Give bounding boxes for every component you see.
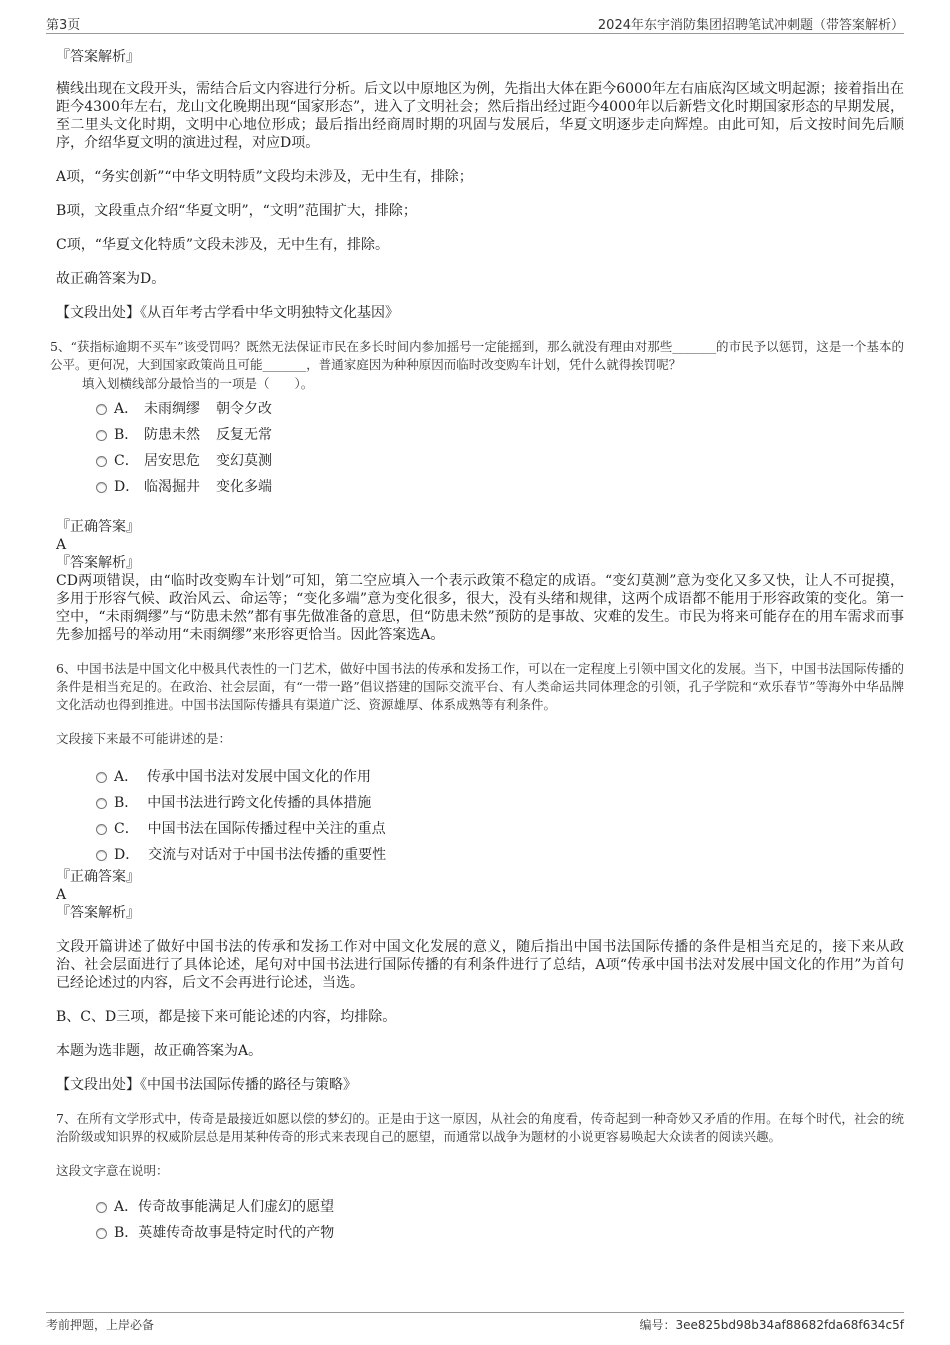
q5-option-d[interactable]: D． 临渴掘井 变化多端 xyxy=(56,474,904,500)
q6-option-d[interactable]: D． 交流与对话对于中国书法传播的重要性 xyxy=(56,842,904,868)
q4-conclusion: 故正确答案为D。 xyxy=(56,271,166,287)
q7-prompt: 这段文字意在说明： xyxy=(56,1163,169,1178)
q5-prompt: 填入划横线部分最恰当的一项是（ ）。 xyxy=(82,376,314,391)
q4-option-c-note: C项，“华夏文化特质”文段未涉及，无中生有，排除。 xyxy=(56,237,390,253)
q6-correct-label: 『正确答案』 xyxy=(56,869,140,885)
q6-option-b[interactable]: B． 中国书法进行跨文化传播的具体措施 xyxy=(56,790,904,816)
q6-source: 【文段出处】《中国书法国际传播的路径与策略》 xyxy=(56,1077,357,1093)
page-header xyxy=(46,13,904,34)
q5-option-c[interactable]: C． 居安思危 变幻莫测 xyxy=(56,448,904,474)
q6-options xyxy=(56,764,904,868)
q6-prompt: 文段接下来最不可能讲述的是： xyxy=(56,731,232,746)
q5-correct-label: 『正确答案』 xyxy=(56,519,140,535)
document-id: 编号：3ee825bd98b34af88682fda68f634c5f xyxy=(639,1318,904,1332)
q6-analysis: 文段开篇讲述了做好中国书法的传承和发扬工作对中国文化发展的意义，随后指出中国书法国际传播的条件是相当充足的，接下来从政治、社会层面进行了具体论述，尾句对中国书法进行国际传播的有利条件进行了总结，A项“传承中国书法对发展中国文化的作用”为首句已经论述过的内容，后文不会再进行论述，当选。 xyxy=(56,939,904,991)
q5-stem: 5、“获指标逾期不买车”该受罚吗？既然无法保证市民在多长时间内参加摇号一定能摇到，那么就没有理由对那些_______的市民予以惩罚，这是一个基本的公平。更何况，大到国家政策尚且可能_______，普通家庭因为种种原因而临时改变购车计划，凭什么就得挨罚呢？ xyxy=(50,339,904,372)
radio-button[interactable] xyxy=(96,404,107,415)
q7-options xyxy=(56,1194,904,1246)
radio-button[interactable] xyxy=(96,772,107,783)
q5-option-b[interactable]: B． 防患未然 反复无常 xyxy=(56,422,904,448)
q6-stem: 6、中国书法是中国文化中极具代表性的一门艺术，做好中国书法的传承和发扬工作，可以在一定程度上引领中国文化的发展。当下，中国书法国际传播的条件是相当充足的。在政治、社会层面，有“一带一路”倡议搭建的国际交流平台、有人类命运共同体理念的引领，孔子学院和“欢乐春节”等海外中华品牌文化活动也得到推进。中国书法国际传播具有渠道广泛、资源雄厚、体系成熟等有利条件。 xyxy=(56,661,904,712)
page-content xyxy=(50,48,904,1246)
q6-correct-answer: A xyxy=(56,887,67,903)
q4-option-a-note: A项，“务实创新”“中华文明特质”文段均未涉及，无中生有，排除； xyxy=(56,169,473,185)
q5-analysis-label: 『答案解析』 xyxy=(56,555,140,571)
radio-button[interactable] xyxy=(96,1228,107,1239)
q5-analysis: CD两项错误，由“临时改变购车计划”可知，第二空应填入一个表示政策不稳定的成语。“变幻莫测”意为变化又多又快，让人不可捉摸，多用于形容气候、政治风云、命运等；“变化多端”意为变化很多，很大，没有头绪和规律，这两个成语都不能用于形容政策的变化。第一空中，“未雨绸缪”与“防患未然”都有事先做准备的意思，但“防患未然”预防的是事故、灾难的发生。市民为将来可能存在的用车需求而事先参加摇号的举动用“未雨绸缪”来形容更恰当。因此答案选A。 xyxy=(56,573,904,643)
q6-analysis-label: 『答案解析』 xyxy=(56,905,140,921)
q4-analysis: 横线出现在文段开头，需结合后文内容进行分析。后文以中原地区为例，先指出大体在距今6000年左右庙底沟区域文明起源；接着指出在距今4300年左右，龙山文化晚期出现“国家形态”，进入了文明社会；然后指出经过距今4000年以后新砦文化时期国家形态的早期发展，至二里头文化时期，文明中心地位形成；最后指出经商周时期的巩固与发展后，华夏文明逐步走向辉煌。由此可知，后文按时间先后顺序，介绍华夏文明的演进过程，对应D项。 xyxy=(56,81,904,151)
radio-button[interactable] xyxy=(96,824,107,835)
q5-correct-answer: A xyxy=(56,537,67,553)
q6-conclusion: 本题为选非题，故正确答案为A。 xyxy=(56,1043,263,1059)
q4-source: 【文段出处】《从百年考古学看中华文明独特文化基因》 xyxy=(56,305,399,321)
radio-button[interactable] xyxy=(96,430,107,441)
q7-stem: 7、在所有文学形式中，传奇是最接近如愿以偿的梦幻的。正是由于这一原因，从社会的角度看，传奇起到一种奇妙又矛盾的作用。在每个时代，社会的统治阶级或知识界的权威阶层总是用某种传奇的形式来表现自己的愿望，而通常以战争为题材的小说更容易唤起大众读者的阅读兴趣。 xyxy=(56,1111,904,1144)
footer-slogan: 考前押题，上岸必备 xyxy=(46,1318,155,1332)
document-title: 2024年东宇消防集团招聘笔试冲刺题（带答案解析） xyxy=(597,18,904,33)
q4-option-b-note: B项，文段重点介绍“华夏文明”，“文明”范围扩大，排除； xyxy=(56,203,417,219)
page-number: 第3页 xyxy=(46,18,81,33)
q7-option-a[interactable]: A．传奇故事能满足人们虚幻的愿望 xyxy=(56,1194,904,1220)
q6-option-c[interactable]: C． 中国书法在国际传播过程中关注的重点 xyxy=(56,816,904,842)
q5-options xyxy=(56,396,904,500)
q6-bcd-note: B、C、D三项，都是接下来可能论述的内容，均排除。 xyxy=(56,1009,397,1025)
q5-option-a[interactable]: A． 未雨绸缪 朝令夕改 xyxy=(56,396,904,422)
q6-option-a[interactable]: A． 传承中国书法对发展中国文化的作用 xyxy=(56,764,904,790)
radio-button[interactable] xyxy=(96,456,107,467)
radio-button[interactable] xyxy=(96,482,107,493)
radio-button[interactable] xyxy=(96,1202,107,1213)
q4-analysis-label: 『答案解析』 xyxy=(56,49,140,65)
radio-button[interactable] xyxy=(96,850,107,861)
radio-button[interactable] xyxy=(96,798,107,809)
q7-option-b[interactable]: B．英雄传奇故事是特定时代的产物 xyxy=(56,1220,904,1246)
page-footer xyxy=(46,1312,904,1333)
